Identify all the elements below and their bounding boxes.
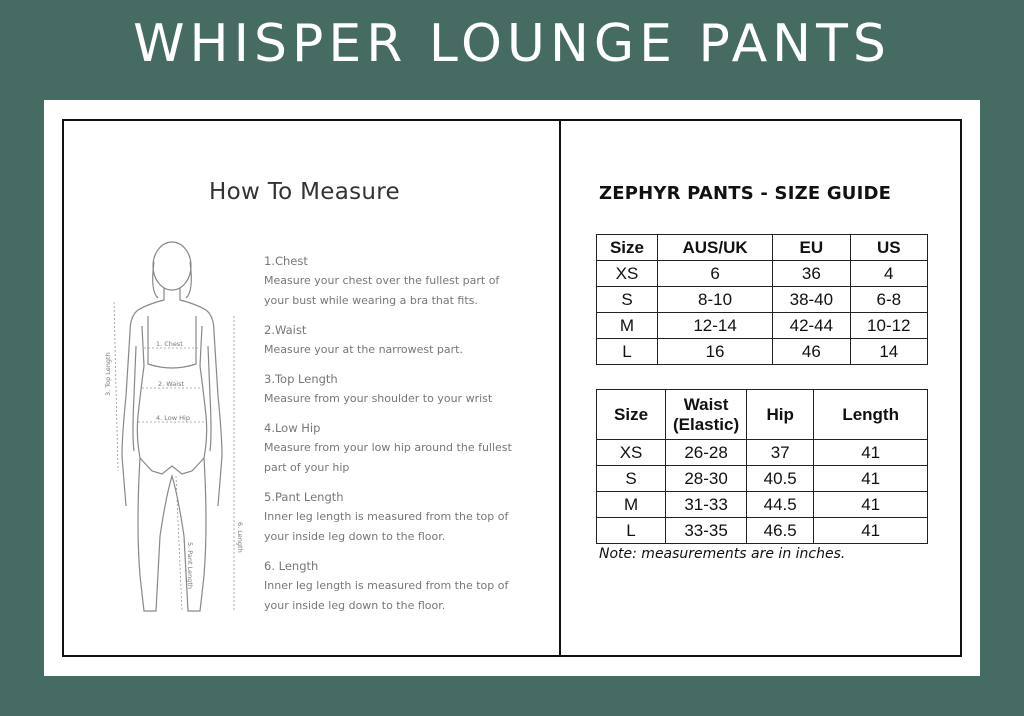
table-cell: 41 xyxy=(814,492,928,518)
step-description: Measure your chest over the fullest part of your bust while wearing a bra that fits. xyxy=(264,274,500,307)
table-cell: 46 xyxy=(773,339,850,365)
international-size-table xyxy=(596,234,928,365)
table-row xyxy=(597,492,928,518)
measure-step xyxy=(264,487,524,547)
table-cell: XS xyxy=(597,440,666,466)
figure-label-pant-length: 5. Pant Length xyxy=(186,542,194,590)
step-title: 5.Pant Length xyxy=(264,490,344,504)
table-cell: XS xyxy=(597,261,658,287)
table-cell: 37 xyxy=(747,440,814,466)
table-header-cell: Size xyxy=(597,390,666,440)
table-row xyxy=(597,313,928,339)
table-cell: 8-10 xyxy=(657,287,772,313)
table-cell: L xyxy=(597,339,658,365)
table-cell: 12-14 xyxy=(657,313,772,339)
size-guide-panel xyxy=(561,121,961,655)
table-cell: 41 xyxy=(814,518,928,544)
size-chart-frame xyxy=(62,119,962,657)
measure-step xyxy=(264,251,524,311)
table-header-cell: Hip xyxy=(747,390,814,440)
table-row xyxy=(597,261,928,287)
table-cell: 41 xyxy=(814,440,928,466)
measurements-table xyxy=(596,389,928,544)
step-description: Inner leg length is measured from the top of your inside leg down to the floor. xyxy=(264,510,509,543)
figure-label-length: 6. Length xyxy=(236,522,244,553)
table-cell: 10-12 xyxy=(850,313,927,339)
table-header-cell: EU xyxy=(773,235,850,261)
body-figure-illustration xyxy=(92,236,252,616)
table-cell: 33-35 xyxy=(666,518,747,544)
step-title: 3.Top Length xyxy=(264,372,338,386)
measure-steps-list xyxy=(264,251,524,625)
step-description: Measure your at the narrowest part. xyxy=(264,343,463,356)
table-header-row xyxy=(597,235,928,261)
measure-step xyxy=(264,320,524,360)
measure-step xyxy=(264,418,524,478)
table-cell: 46.5 xyxy=(747,518,814,544)
table-cell: 38-40 xyxy=(773,287,850,313)
page-title: WHISPER LOUNGE PANTS xyxy=(133,14,891,74)
table-cell: 42-44 xyxy=(773,313,850,339)
table-cell: 6-8 xyxy=(850,287,927,313)
table-header-row xyxy=(597,390,928,440)
table-cell: 6 xyxy=(657,261,772,287)
table-cell: S xyxy=(597,287,658,313)
measure-step xyxy=(264,556,524,616)
table-row xyxy=(597,440,928,466)
table-cell: 40.5 xyxy=(747,466,814,492)
figure-label-top-length: 3. Top Length xyxy=(104,352,112,396)
table-cell: 31-33 xyxy=(666,492,747,518)
step-title: 6. Length xyxy=(264,559,319,573)
how-to-measure-heading: How To Measure xyxy=(209,179,400,205)
table-row xyxy=(597,339,928,365)
table-cell: M xyxy=(597,313,658,339)
step-title: 2.Waist xyxy=(264,323,307,337)
figure-label-waist: 2. Waist xyxy=(158,380,185,388)
measurement-note: Note: measurements are in inches. xyxy=(599,546,846,562)
figure-label-low-hip: 4. Low Hip xyxy=(156,414,190,422)
table-cell: 41 xyxy=(814,466,928,492)
table-header-cell: US xyxy=(850,235,927,261)
step-title: 4.Low Hip xyxy=(264,421,321,435)
table-row xyxy=(597,287,928,313)
table-cell: 44.5 xyxy=(747,492,814,518)
table-row xyxy=(597,466,928,492)
table-cell: 28-30 xyxy=(666,466,747,492)
table-header-cell: Size xyxy=(597,235,658,261)
table-cell: 16 xyxy=(657,339,772,365)
measure-step xyxy=(264,369,524,409)
step-description: Measure from your low hip around the fullest part of your hip xyxy=(264,441,512,474)
table-cell: 14 xyxy=(850,339,927,365)
figure-label-chest: 1. Chest xyxy=(156,340,183,348)
table-header-cell: Waist (Elastic) xyxy=(666,390,747,440)
table-row xyxy=(597,518,928,544)
step-description: Inner leg length is measured from the top of your inside leg down to the floor. xyxy=(264,579,509,612)
table-header-cell: AUS/UK xyxy=(657,235,772,261)
table-cell: S xyxy=(597,466,666,492)
table-cell: 36 xyxy=(773,261,850,287)
table-cell: 4 xyxy=(850,261,927,287)
step-title: 1.Chest xyxy=(264,254,308,268)
step-description: Measure from your shoulder to your wrist xyxy=(264,392,493,405)
table-cell: L xyxy=(597,518,666,544)
table-cell: 26-28 xyxy=(666,440,747,466)
how-to-measure-panel xyxy=(64,121,559,655)
size-guide-heading: ZEPHYR PANTS - SIZE GUIDE xyxy=(599,183,892,204)
size-chart-card xyxy=(44,100,980,676)
table-cell: M xyxy=(597,492,666,518)
table-header-cell: Length xyxy=(814,390,928,440)
